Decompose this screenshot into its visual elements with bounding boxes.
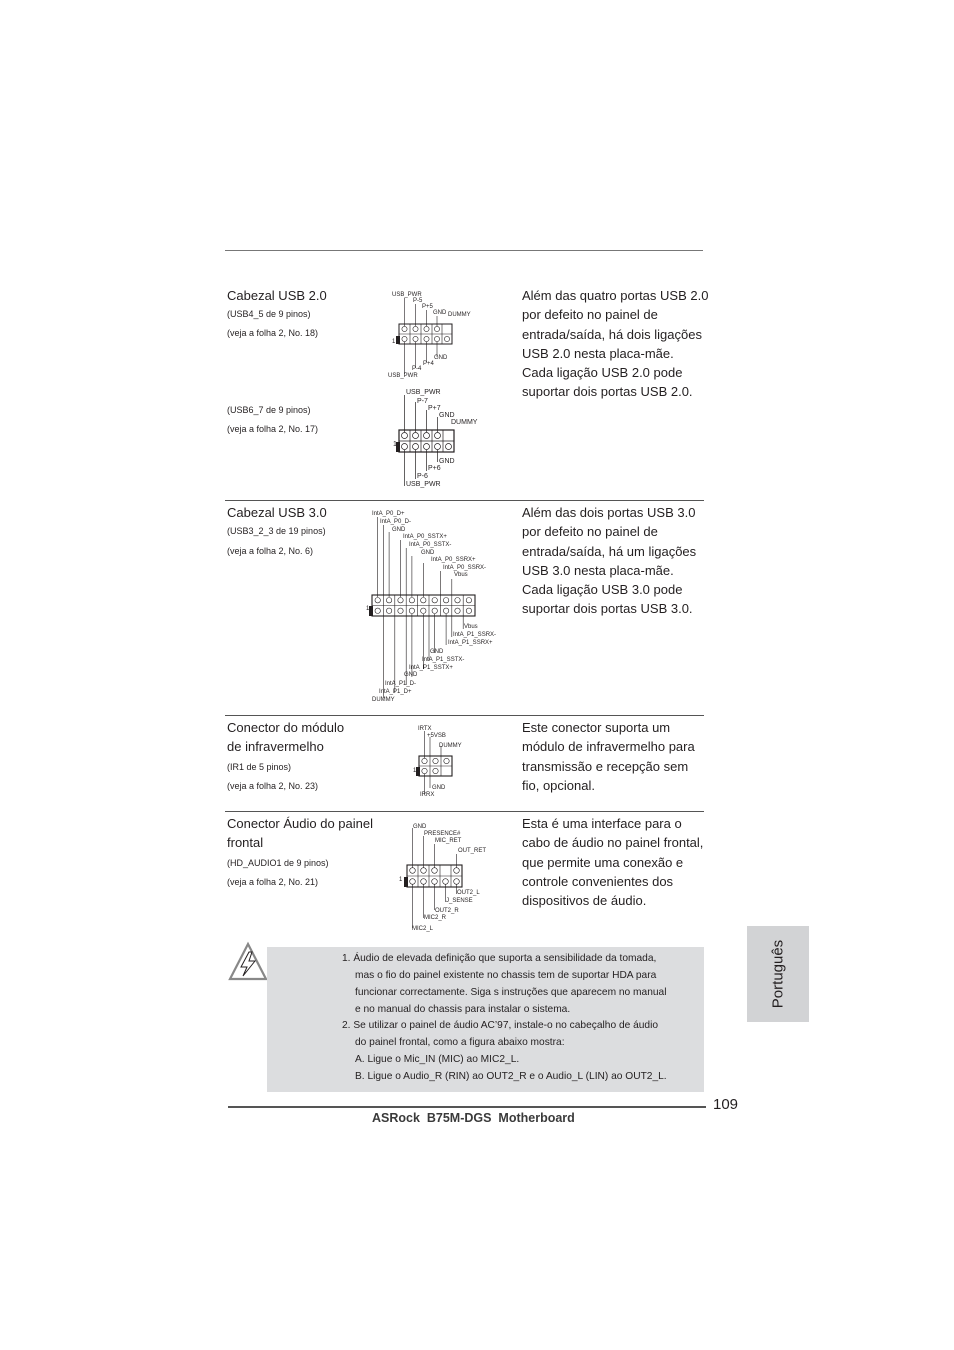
usb2a-bottom-2: P-4 xyxy=(412,366,422,372)
usb2b-top-0: USB_PWR xyxy=(406,389,441,396)
usb3-bottom-4: IntA_P1_SSTX- xyxy=(422,657,465,663)
note-line-5: 2. Se utilizar o painel de áudio AC’97, instale-o no cabeçalho de áudio xyxy=(342,1020,659,1031)
usb3-top-6: IntA_P0_SSRX+ xyxy=(431,557,476,563)
usb3-top-2: GND xyxy=(392,527,406,533)
ir-description: Este conector suporta um módulo de infravermelho para transmissão e recepção sem fio, opcional. xyxy=(522,720,695,793)
usb2b-top-2: P+7 xyxy=(428,405,441,412)
usb3-top-1: IntA_P0_D- xyxy=(380,519,412,525)
ir-top-1: +5VSB xyxy=(427,733,446,739)
footer-rule xyxy=(228,1106,706,1108)
usb2-sub-4: (veja a folha 2, No. 17) xyxy=(227,424,319,434)
audio-sub-2: (veja a folha 2, No. 21) xyxy=(227,877,319,887)
usb3-bottom-2: IntA_P1_SSRX+ xyxy=(448,640,493,646)
ir-header-diagram xyxy=(412,724,482,804)
note-box xyxy=(267,947,704,1092)
note-line-2: mas o fio do painel existente no chassis tem de suportar HDA para xyxy=(355,970,657,981)
usb2b-top-1: P-7 xyxy=(417,398,428,405)
audio-top-3: OUT_RET xyxy=(458,848,487,854)
usb2b-top-4: DUMMY xyxy=(451,419,478,426)
language-tab-label: Português xyxy=(769,939,787,1009)
audio-title: Conector Áudio do painel frontal xyxy=(227,816,373,850)
usb3-top-7: IntA_P0_SSRX- xyxy=(443,565,487,571)
audio-bottom-4: MIC2_L xyxy=(412,926,434,932)
note-line-8: B. Ligue o Audio_R (RIN) ao OUT2_R e o Audio_L (LIN) ao OUT2_L. xyxy=(355,1071,667,1082)
usb3-bottom-5: IntA_P1_SSTX+ xyxy=(409,665,453,671)
usb2-sub-3: (USB6_7 de 9 pinos) xyxy=(227,405,311,415)
audio-header-diagram xyxy=(397,820,497,938)
usb2a-top-1: P-5 xyxy=(413,298,423,304)
usb2-header-diagram-a xyxy=(386,292,476,382)
usb3-sub-2: (veja a folha 2, No. 6) xyxy=(227,546,314,556)
usb2a-bottom-3: USB_PWR xyxy=(388,373,418,379)
usb2a-bottom-0: GND xyxy=(434,355,448,361)
usb3-top-3: IntA_P0_SSTX+ xyxy=(403,534,447,540)
usb2a-bottom-1: P+4 xyxy=(423,361,434,367)
warning-triangle-svg xyxy=(227,941,269,983)
usb3-description: Além das dois portas USB 3.0 por defeito no painel de entrada/saída, há um ligações USB 3.0 nesta placa-mãe. Cada ligação USB 3.0 pode suportar dois portas USB 3.0. xyxy=(522,505,697,617)
usb3-bottom-7: IntA_P1_D- xyxy=(385,681,417,687)
usb3-bottom-3: GND xyxy=(430,649,444,655)
section-rule-2 xyxy=(225,715,704,716)
usb2a-top-4: DUMMY xyxy=(448,312,471,318)
page-number: 109 xyxy=(713,1096,739,1113)
usb2-b-svg xyxy=(393,388,488,493)
usb3-sub-1: (USB3_2_3 de 19 pinos) xyxy=(227,526,326,536)
footer-brand: ASRock B75M-DGS Motherboard xyxy=(372,1111,575,1125)
section-rule-1 xyxy=(225,500,704,501)
usb2-b-pin1: 1 xyxy=(393,441,397,448)
usb2b-bottom-1: P+6 xyxy=(428,465,441,472)
audio-pin1: 1 xyxy=(399,877,403,883)
usb2b-bottom-2: P-6 xyxy=(417,473,428,480)
audio-bottom-1: J_SENSE xyxy=(446,898,473,904)
note-line-3: funcionar correctamente. Siga s instruções que aparecem no manual xyxy=(355,987,667,998)
header-rule xyxy=(225,250,703,251)
usb2-sub-2: (veja a folha 2, No. 18) xyxy=(227,328,319,338)
usb2-header-diagram-b xyxy=(393,388,488,493)
warning-icon xyxy=(227,941,269,983)
usb3-bottom-6: GND xyxy=(404,672,418,678)
audio-bottom-0: OUT2_L xyxy=(457,890,480,896)
usb3-bottom-1: IntA_P1_SSRX- xyxy=(453,632,497,638)
usb3-top-5: GND xyxy=(421,550,435,556)
audio-description: Esta é uma interface para o cabo de áudio no painel frontal, que permite uma conexão e controle convenientes dos dispositivos de áudio. xyxy=(522,816,704,909)
note-line-7: A. Ligue o Mic_IN (MIC) ao MIC2_L. xyxy=(355,1054,520,1065)
usb2a-top-3: GND xyxy=(433,310,447,316)
usb3-header-diagram xyxy=(364,508,504,708)
usb3-bottom-8: IntA_P1_D+ xyxy=(379,689,412,695)
usb2b-bottom-0: GND xyxy=(439,458,455,465)
ir-title: Conector do módulo de infravermelho xyxy=(227,720,345,754)
usb3-title: Cabezal USB 3.0 xyxy=(227,505,327,520)
note-line-1: 1. Áudio de elevada definição que suporta a sensibilidade da tomada, xyxy=(342,953,657,964)
usb2b-bottom-3: USB_PWR xyxy=(406,481,441,488)
audio-bottom-2: OUT2_R xyxy=(435,908,459,914)
ir-pin1: 1 xyxy=(413,768,417,774)
ir-top-2: DUMMY xyxy=(439,743,462,749)
usb2-description: Além das quatro portas USB 2.0 por defeito no painel de entrada/saída, há dois ligações USB 2.0 nesta placa-mãe. Cada ligação USB 2.0 pode suportar dois portas USB 2.0. xyxy=(522,288,709,400)
audio-top-2: MIC_RET xyxy=(435,838,462,844)
usb2-a-pin1: 1 xyxy=(392,339,396,345)
section-rule-3 xyxy=(225,811,704,812)
usb2-a-top-0: USB_PWR xyxy=(392,292,422,298)
ir-sub-1: (IR1 de 5 pinos) xyxy=(227,762,292,772)
usb2a-top-2: P+5 xyxy=(422,304,433,310)
note-line-4: e no manual do chassis para instalar o sistema. xyxy=(355,1004,571,1015)
audio-top-1: PRESENCE# xyxy=(424,831,461,837)
usb3-top-0: IntA_P0_D+ xyxy=(372,511,405,517)
usb2-sub-1: (USB4_5 de 9 pinos) xyxy=(227,309,311,319)
usb2-title: Cabezal USB 2.0 xyxy=(227,288,327,303)
usb3-bottom-9: DUMMY xyxy=(372,697,395,703)
ir-bottom-1: IRRX xyxy=(420,792,435,798)
audio-bottom-3: MIC2_R xyxy=(424,915,447,921)
audio-top-0: GND xyxy=(413,824,427,830)
language-tab xyxy=(747,926,809,1022)
usb3-top-4: IntA_P0_SSTX- xyxy=(409,542,452,548)
usb3-pin1: 1 xyxy=(366,606,370,612)
usb3-top-8: Vbus xyxy=(454,572,468,578)
ir-bottom-0: GND xyxy=(432,785,446,791)
ir-sub-2: (veja a folha 2, No. 23) xyxy=(227,781,319,791)
audio-sub-1: (HD_AUDIO1 de 9 pinos) xyxy=(227,858,329,868)
usb3-bottom-0: Vbus xyxy=(464,624,478,630)
usb2b-top-3: GND xyxy=(439,412,455,419)
ir-top-0: IRTX xyxy=(418,726,432,732)
note-line-6: do painel frontal, como a figura abaixo mostra: xyxy=(355,1037,565,1048)
